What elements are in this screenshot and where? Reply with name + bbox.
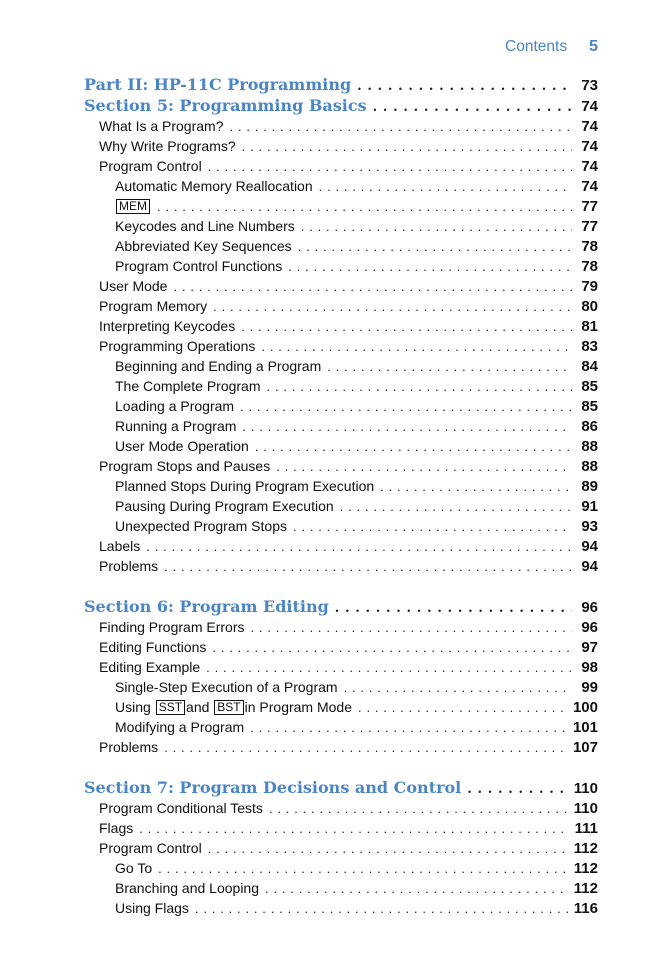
toc-entry-page: 74 <box>581 138 598 155</box>
toc-entry-title: What Is a Program? <box>99 118 224 134</box>
toc-entry[interactable] <box>84 637 598 657</box>
toc-entry-page: 81 <box>581 318 598 335</box>
dot-leader <box>230 117 573 136</box>
dot-leader <box>335 598 572 617</box>
toc-entry-page: 79 <box>581 278 598 295</box>
toc-entry-title <box>115 196 151 216</box>
toc-entry-title: Using Flags <box>115 900 189 916</box>
toc-entry-page: 99 <box>581 679 598 696</box>
dot-leader <box>146 537 572 556</box>
bst-key-icon: BST <box>214 700 243 715</box>
toc-entry-title: Program Control Functions <box>115 258 283 274</box>
toc-entry-title: Labels <box>99 538 141 554</box>
toc-entry-title: Unexpected Program Stops <box>115 518 287 534</box>
toc-entry-page: 101 <box>572 719 598 736</box>
dot-leader <box>467 779 568 798</box>
toc-entry[interactable] <box>84 256 598 276</box>
dot-leader <box>212 638 572 657</box>
toc-entry-page: 116 <box>573 900 598 917</box>
toc-entry[interactable] <box>84 316 598 336</box>
toc-entry[interactable] <box>84 276 598 296</box>
toc-entry[interactable] <box>84 456 598 476</box>
toc-entry-page: 107 <box>572 739 598 756</box>
toc-entry-sst-bst[interactable] <box>84 697 598 717</box>
toc-entry[interactable] <box>84 898 598 918</box>
toc-entry[interactable] <box>84 617 598 637</box>
toc-entry[interactable] <box>84 156 598 176</box>
dot-leader <box>373 97 572 116</box>
dot-leader <box>164 738 567 757</box>
dot-leader <box>327 357 572 376</box>
toc-entry-title: Go To <box>115 860 153 876</box>
toc-entry-page: 111 <box>574 820 598 837</box>
toc-entry-title: Program Control <box>99 840 202 856</box>
toc-entry-title: Section 5: Programming Basics <box>84 96 367 115</box>
dot-leader <box>301 217 572 236</box>
toc-text: in Program Mode <box>244 699 353 715</box>
toc-entry-page: 88 <box>581 458 598 475</box>
toc-entry-title: Automatic Memory Reallocation <box>115 178 313 194</box>
dot-leader <box>293 517 572 536</box>
toc-entry-title: Abbreviated Key Sequences <box>115 238 292 254</box>
toc-entry-part-2[interactable] <box>84 74 598 95</box>
dot-leader <box>358 698 567 717</box>
toc-entry-page: 100 <box>572 699 598 716</box>
toc-entry-page: 80 <box>581 298 598 315</box>
toc-entry-page: 84 <box>581 358 598 375</box>
toc-entry[interactable] <box>84 838 598 858</box>
toc-entry-page: 93 <box>581 518 598 535</box>
toc-entry-section-7[interactable] <box>84 777 598 798</box>
dot-leader <box>241 317 572 336</box>
toc-entry[interactable] <box>84 476 598 496</box>
toc-entry-page: 97 <box>581 639 598 656</box>
dot-leader <box>298 237 572 256</box>
toc-entry-page: 74 <box>581 98 598 115</box>
dot-leader <box>267 377 572 396</box>
dot-leader <box>208 157 572 176</box>
dot-leader <box>250 718 567 737</box>
toc-entry-title: Editing Functions <box>99 639 207 655</box>
toc-entry-page: 98 <box>581 659 598 676</box>
toc-entry-page: 74 <box>581 158 598 175</box>
toc-entry[interactable] <box>84 516 598 536</box>
toc-entry-page: 112 <box>573 840 598 857</box>
toc-entry[interactable] <box>84 336 598 356</box>
toc-entry-title: User Mode <box>99 278 168 294</box>
toc-entry[interactable] <box>84 396 598 416</box>
dot-leader <box>276 457 572 476</box>
toc-entry-page: 73 <box>581 77 598 94</box>
toc-text: Using <box>115 699 151 715</box>
toc-entry[interactable] <box>84 677 598 697</box>
dot-leader <box>251 618 573 637</box>
section-spacer <box>84 576 598 596</box>
dot-leader <box>173 277 572 296</box>
dot-leader <box>288 257 572 276</box>
toc-entry-title: Why Write Programs? <box>99 138 236 154</box>
dot-leader <box>208 839 568 858</box>
toc-entry-page: 91 <box>581 498 598 515</box>
toc-entry-title: Pausing During Program Execution <box>115 498 334 514</box>
dot-leader <box>242 137 572 156</box>
dot-leader <box>269 799 568 818</box>
toc-entry-page: 96 <box>581 599 598 616</box>
toc-entry-title: Running a Program <box>115 418 237 434</box>
toc-entry-title: Programming Operations <box>99 338 256 354</box>
toc-entry-title: Problems <box>99 558 159 574</box>
dot-leader <box>319 177 572 196</box>
toc-entry-title: Program Stops and Pauses <box>99 458 271 474</box>
dot-leader <box>344 678 572 697</box>
toc-entry-page: 85 <box>581 378 598 395</box>
dot-leader <box>240 397 572 416</box>
toc-entry-page: 74 <box>581 118 598 135</box>
toc-entry[interactable] <box>84 236 598 256</box>
toc-entry-section-5[interactable] <box>84 95 598 116</box>
toc-entry-page: 94 <box>581 558 598 575</box>
toc-entry[interactable] <box>84 296 598 316</box>
toc-entry-title <box>115 697 352 717</box>
dot-leader <box>139 819 568 838</box>
toc-entry[interactable] <box>84 737 598 757</box>
dot-leader <box>255 437 572 456</box>
toc-entry[interactable] <box>84 536 598 556</box>
toc-entry-page: 78 <box>581 238 598 255</box>
toc-entry[interactable] <box>84 356 598 376</box>
toc-entry[interactable] <box>84 717 598 737</box>
toc-entry-title: Program Memory <box>99 298 208 314</box>
dot-leader <box>357 76 572 95</box>
toc-entry-page: 88 <box>581 438 598 455</box>
toc-entry-title: Beginning and Ending a Program <box>115 358 322 374</box>
toc-entry[interactable] <box>84 858 598 878</box>
dot-leader <box>213 297 572 316</box>
dot-leader <box>164 557 572 576</box>
toc-entry[interactable] <box>84 116 598 136</box>
dot-leader <box>265 879 568 898</box>
toc-entry-page: 112 <box>573 860 598 877</box>
toc-entry-page: 96 <box>581 619 598 636</box>
toc-entry-page: 112 <box>573 880 598 897</box>
header-page-number: 5 <box>589 38 598 55</box>
dot-leader <box>380 477 572 496</box>
toc-entry[interactable] <box>84 657 598 677</box>
toc-entry-page: 78 <box>581 258 598 275</box>
toc-entry-title: Modifying a Program <box>115 719 245 735</box>
toc-entry-title: Single-Step Execution of a Program <box>115 679 338 695</box>
toc-entry-title: Planned Stops During Program Execution <box>115 478 375 494</box>
toc-entry[interactable] <box>84 496 598 516</box>
toc-entry-title: Branching and Looping <box>115 880 260 896</box>
toc-entry-page: 85 <box>581 398 598 415</box>
toc-entry-title: Section 6: Program Editing <box>84 597 329 616</box>
toc-entry-title: Problems <box>99 739 159 755</box>
toc-entry-page: 77 <box>581 198 598 215</box>
toc-entry-title: User Mode Operation <box>115 438 249 454</box>
toc-text: and <box>186 699 210 715</box>
toc-entry-page: 89 <box>581 478 598 495</box>
toc-entry-page: 110 <box>573 800 598 817</box>
toc-entry-mem-key[interactable] <box>84 196 598 216</box>
toc-entry-title: Part II: HP-11C Programming <box>84 75 352 94</box>
toc-entry-title: Flags <box>99 820 134 836</box>
toc-entry[interactable] <box>84 436 598 456</box>
running-header <box>505 38 598 56</box>
toc-entry[interactable] <box>84 376 598 396</box>
toc-entry-title: Interpreting Keycodes <box>99 318 236 334</box>
toc-entry[interactable] <box>84 878 598 898</box>
toc-entry-page: 74 <box>581 178 598 195</box>
toc-entry-page: 83 <box>581 338 598 355</box>
toc-entry[interactable] <box>84 416 598 436</box>
toc-entry-title: Program Conditional Tests <box>99 800 263 816</box>
toc-entry-page: 94 <box>581 538 598 555</box>
toc-entry-section-6[interactable] <box>84 596 598 617</box>
toc-entry-title: Program Control <box>99 158 202 174</box>
header-section-title: Contents <box>505 38 568 55</box>
dot-leader <box>158 859 568 878</box>
toc-entry-page: 110 <box>573 780 598 797</box>
toc-entry[interactable] <box>84 176 598 196</box>
dot-leader <box>242 417 572 436</box>
dot-leader <box>261 337 572 356</box>
toc-entry-title: The Complete Program <box>115 378 261 394</box>
table-of-contents <box>84 74 598 918</box>
toc-entry-page: 77 <box>581 218 598 235</box>
toc-entry[interactable] <box>84 136 598 156</box>
toc-entry-title: Loading a Program <box>115 398 235 414</box>
toc-entry[interactable] <box>84 556 598 576</box>
toc-entry[interactable] <box>84 818 598 838</box>
dot-leader <box>206 658 572 677</box>
section-spacer <box>84 757 598 777</box>
toc-entry-title: Section 7: Program Decisions and Control <box>84 778 462 797</box>
toc-entry-title: Keycodes and Line Numbers <box>115 218 295 234</box>
mem-key-icon: MEM <box>116 199 150 214</box>
dot-leader <box>340 497 572 516</box>
sst-key-icon: SST <box>156 700 185 715</box>
toc-entry[interactable] <box>84 216 598 236</box>
dot-leader <box>157 197 572 216</box>
toc-entry-title: Editing Example <box>99 659 201 675</box>
toc-entry-title: Finding Program Errors <box>99 619 245 635</box>
dot-leader <box>195 899 568 918</box>
toc-entry[interactable] <box>84 798 598 818</box>
toc-entry-page: 86 <box>581 418 598 435</box>
